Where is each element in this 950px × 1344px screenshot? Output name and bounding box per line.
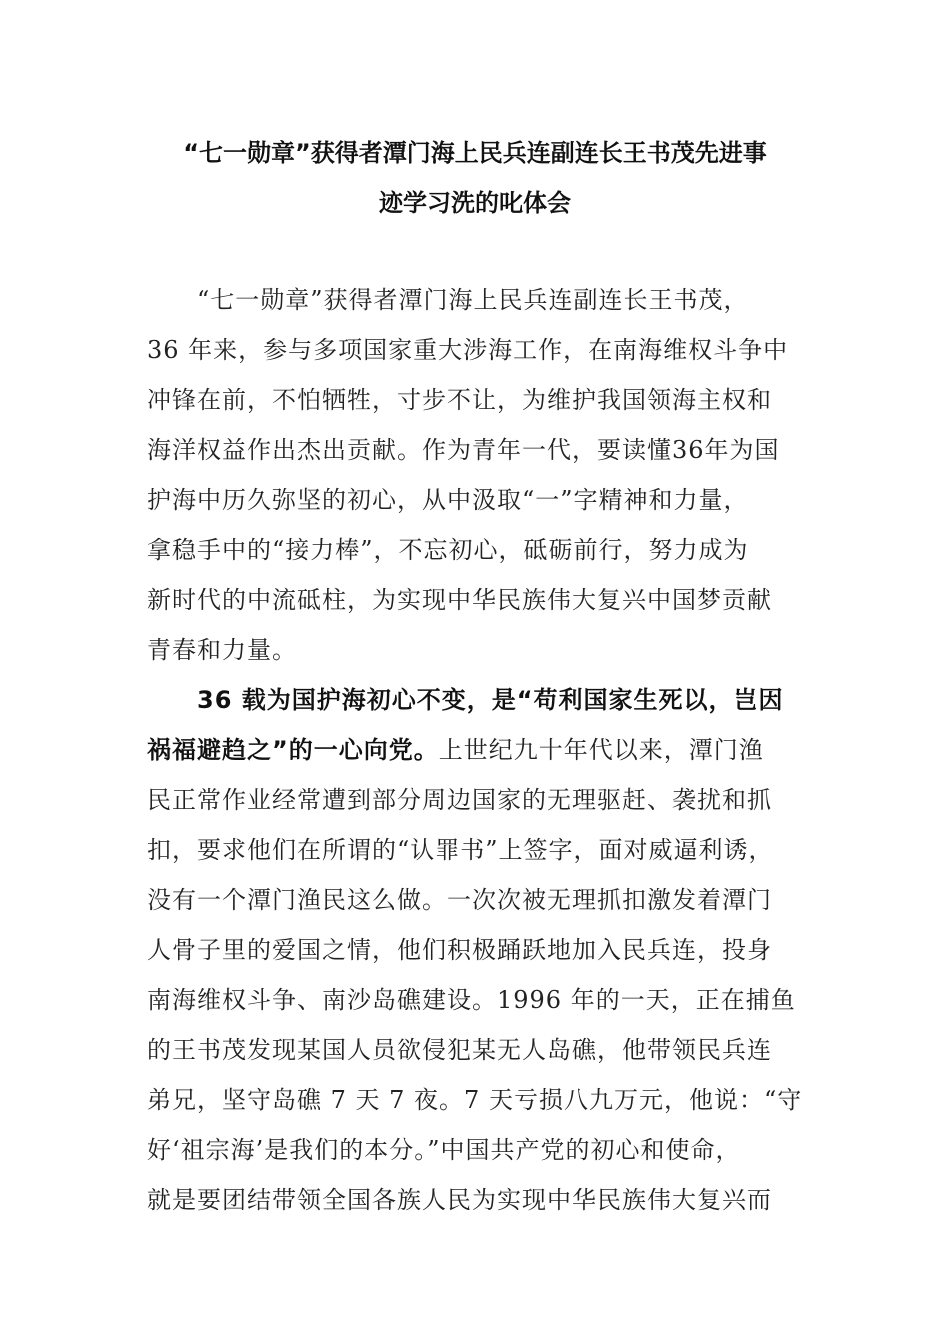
paragraph-line: 扣，要求他们在所谓的“认罪书”上签字，面对威逼利诱， xyxy=(147,836,774,864)
paragraph-line: 没有一个潭门渔民这么做。一次次被无理抓扣激发着潭门 xyxy=(147,886,772,914)
paragraph-line: 护海中历久弥坚的初心，从中汲取“一”字精神和力量， xyxy=(147,486,749,514)
paragraph-line: 好‘祖宗海’是我们的本分。”中国共产党的初心和使命， xyxy=(147,1136,741,1164)
paragraph-line: 民正常作业经常遭到部分周边国家的无理驱赶、袭扰和抓 xyxy=(147,786,772,814)
paragraph-line: 青春和力量。 xyxy=(147,636,297,664)
paragraph-line: 的王书茂发现某国人员欲侵犯某无人岛礁，他带领民兵连 xyxy=(147,1036,772,1064)
paragraph-line: 36 年来，参与多项国家重大涉海工作，在南海维权斗争中 xyxy=(147,336,789,364)
paragraph-line: 海洋权益作出杰出贡献。作为青年一代，要读懂36年为国 xyxy=(147,436,780,464)
paragraph-2 xyxy=(147,675,807,1225)
paragraph-line: 人骨子里的爱国之情，他们积极踊跃地加入民兵连，投身 xyxy=(147,936,772,964)
paragraph-line xyxy=(147,675,807,725)
paragraph-line: “七一勋章”获得者潭门海上民兵连副连长王书茂， xyxy=(197,286,749,314)
paragraph-line: 弟兄，坚守岛礁 7 天 7 夜。7 天亏损八九万元，他说：“守 xyxy=(147,1086,803,1114)
paragraph-line: 祸福避趋之”的一心向党。上世纪九十年代以来，潭门渔 xyxy=(147,736,764,764)
bold-lead-text: 36 载为国护海初心不变，是“苟利国家生死以，岂因 xyxy=(197,686,784,714)
document-title-line-1: “七一勋章”获得者潭门海上民兵连副连长王书茂先进事 xyxy=(183,139,767,167)
document-title-line-2: 迹学习洗的叱体会 xyxy=(379,189,571,217)
bold-lead-text: 祸福避趋之”的一心向党。 xyxy=(147,736,439,764)
paragraph-1 xyxy=(147,275,807,675)
paragraph-line: 冲锋在前，不怕牺牲，寸步不让，为维护我国领海主权和 xyxy=(147,386,772,414)
paragraph-line: 就是要团结带领全国各族人民为实现中华民族伟大复兴而 xyxy=(147,1186,772,1214)
paragraph-line: 南海维权斗争、南沙岛礁建设。1996 年的一天，正在捕鱼 xyxy=(147,986,796,1014)
paragraph-line: 新时代的中流砥柱，为实现中华民族伟大复兴中国梦贡献 xyxy=(147,586,772,614)
paragraph-line: 拿稳手中的“接力棒”，不忘初心，砥砺前行，努力成为 xyxy=(147,536,749,564)
